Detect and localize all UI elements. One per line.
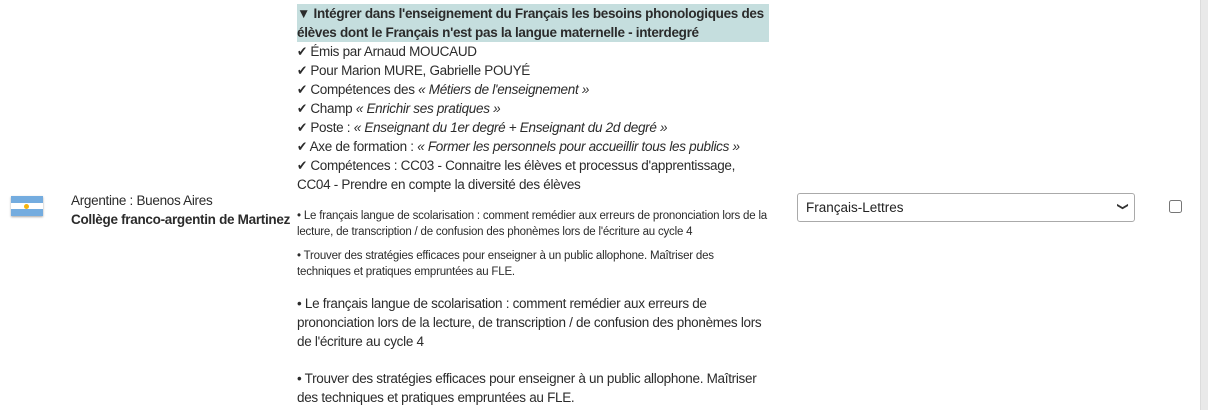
location-cell — [71, 191, 290, 229]
school-name: Collège franco-argentin de Martinez — [71, 212, 291, 227]
axe-line — [297, 137, 769, 156]
for-persons-line: ✔ Pour Marion MURE, Gabrielle POUYÉ — [297, 63, 531, 78]
competences-codes-line: ✔ Compétences : CC03 - Connaitre les élèves et processus d'apprentissage, CC04 - Prendre en compte la diversité des élèves — [297, 158, 736, 192]
row-select-checkbox[interactable] — [1169, 200, 1182, 213]
champ-value: « Enrichir ses pratiques » — [355, 101, 501, 116]
poste-line — [297, 118, 769, 137]
flag-band-top — [11, 196, 43, 203]
discipline-select-wrapper — [797, 193, 1135, 222]
description-large-2: • Trouver des stratégies efficaces pour enseigner à un public allophone. Maîtriser des techniques et pratiques empruntées au FLE. — [297, 371, 757, 405]
training-title-toggle[interactable]: ▼ Intégrer dans l'enseignement du Français les besoins phonologiques des élèves dont le Français n'est pas la langue maternelle - interdegré — [297, 4, 769, 42]
axe-prefix: ✔ Axe de formation : — [297, 139, 418, 154]
poste-value: « Enseignant du 1er degré + Enseignant du 2d degré » — [353, 120, 668, 135]
flag-band-bottom — [11, 209, 43, 216]
training-details-cell — [297, 4, 769, 407]
chevron-down-icon: ❮ — [1116, 202, 1129, 211]
competences-line — [297, 80, 769, 99]
sun-of-may-icon — [24, 204, 29, 209]
description-large-1: • Le français langue de scolarisation : comment remédier aux erreurs de prononciation lors de la lecture, de transcription / de confusion des phonèmes lors de l'écriture au cycle 4 — [297, 296, 762, 349]
flag-band-middle — [11, 203, 43, 210]
emitted-by-line: ✔ Émis par Arnaud MOUCAUD — [297, 44, 477, 59]
poste-prefix: ✔ Poste : — [297, 120, 354, 135]
axe-value: « Former les personnels pour accueillir tous les publics » — [417, 139, 740, 154]
discipline-select[interactable] — [797, 193, 1135, 222]
argentina-flag-icon — [11, 196, 43, 216]
page-scrollbar[interactable] — [1200, 0, 1208, 410]
competences-value: « Métiers de l'enseignement » — [418, 82, 590, 97]
competences-prefix: ✔ Compétences des — [297, 82, 419, 97]
description-small-2: • Trouver des stratégies efficaces pour enseigner à un public allophone. Maîtriser des techniques et pratiques empruntées au FLE. — [297, 250, 714, 278]
champ-prefix: ✔ Champ — [297, 101, 356, 116]
description-small-1: • Le français langue de scolarisation : comment remédier aux erreurs de prononciation lors de la lecture, de transcription / de confusion des phonèmes lors de l'écriture au cycle 4 — [297, 210, 767, 238]
country-city-label: Argentine : Buenos Aires — [71, 193, 213, 208]
champ-line — [297, 99, 769, 118]
